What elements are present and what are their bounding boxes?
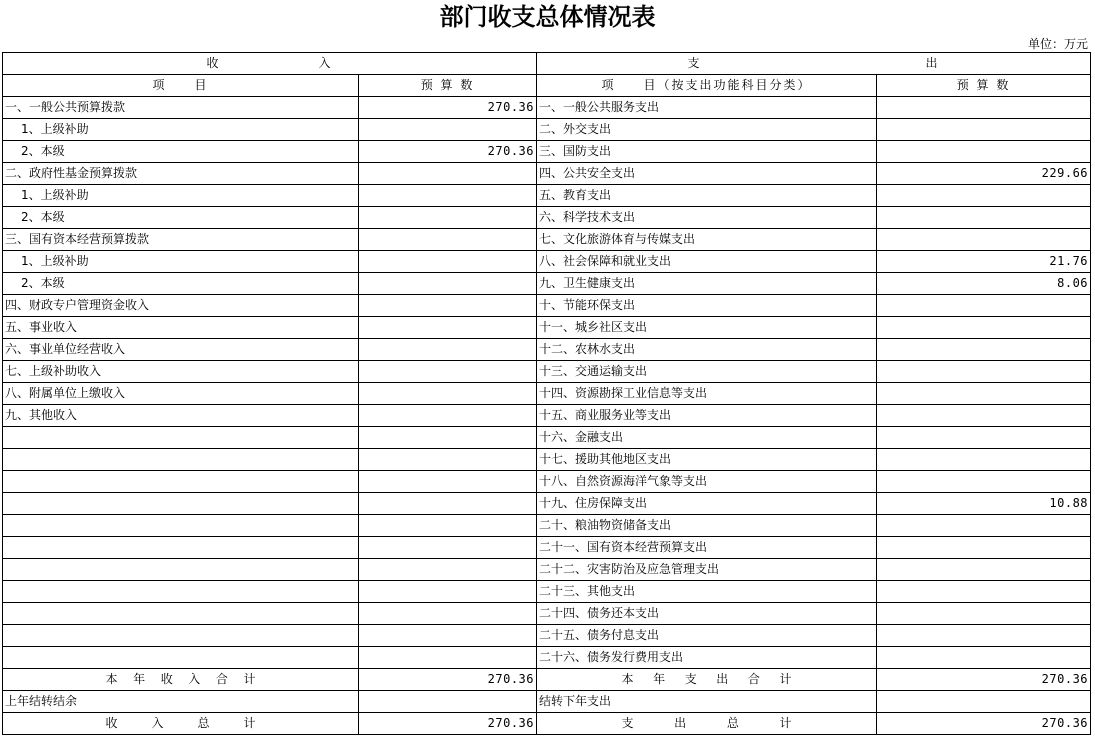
income-budget-cell [359,229,537,251]
expense-budget-cell: 10.88 [877,493,1091,515]
table-row [3,581,1091,603]
expense-item-cell: 二十六、债务发行费用支出 [537,647,877,669]
year-total-row [3,669,1091,691]
income-item-cell [3,647,359,669]
table-row [3,141,1091,163]
table-row [3,559,1091,581]
income-budget-cell [359,207,537,229]
expense-budget-cell [877,317,1091,339]
table-row [3,229,1091,251]
table-row [3,295,1091,317]
expense-budget-cell [877,383,1091,405]
income-budget-cell [359,647,537,669]
carry-out-value [877,691,1091,713]
income-budget-cell [359,383,537,405]
expense-grand-total-label: 支 出 总 计 [537,713,877,735]
income-budget-cell [359,273,537,295]
expense-item-cell: 七、文化旅游体育与传媒支出 [537,229,877,251]
expense-item-cell: 二、外交支出 [537,119,877,141]
income-item-cell: 三、国有资本经营预算拨款 [3,229,359,251]
income-item-cell: 七、上级补助收入 [3,361,359,383]
income-item-cell [3,581,359,603]
table-row [3,537,1091,559]
year-expense-total-label: 本 年 支 出 合 计 [537,669,877,691]
expense-item-cell: 十七、援助其他地区支出 [537,449,877,471]
expense-budget-cell [877,141,1091,163]
expense-item-cell: 一、一般公共服务支出 [537,97,877,119]
income-budget-header: 预 算 数 [359,75,537,97]
income-budget-cell [359,295,537,317]
page-title: 部门收支总体情况表 [439,2,656,31]
expense-budget-cell [877,339,1091,361]
grand-total-row [3,713,1091,735]
income-budget-cell [359,361,537,383]
income-budget-cell [359,339,537,361]
expense-budget-cell [877,427,1091,449]
expense-budget-cell [877,537,1091,559]
income-budget-cell [359,251,537,273]
expense-budget-cell: 229.66 [877,163,1091,185]
table-row [3,185,1091,207]
year-income-total-value: 270.36 [359,669,537,691]
table-row [3,405,1091,427]
income-budget-cell: 270.36 [359,97,537,119]
expense-item-cell: 十九、住房保障支出 [537,493,877,515]
column-header-row [3,75,1091,97]
table-row [3,427,1091,449]
income-budget-cell [359,515,537,537]
section-header-row [3,53,1091,75]
income-item-cell [3,493,359,515]
expense-item-cell: 八、社会保障和就业支出 [537,251,877,273]
income-item-cell: 1、上级补助 [3,185,359,207]
expense-budget-cell [877,625,1091,647]
expense-budget-cell [877,405,1091,427]
expense-item-cell: 二十四、债务还本支出 [537,603,877,625]
year-expense-total-value: 270.36 [877,669,1091,691]
expense-item-cell: 六、科学技术支出 [537,207,877,229]
table-row [3,515,1091,537]
expense-budget-cell [877,581,1091,603]
income-item-cell [3,471,359,493]
carry-in-label: 上年结转结余 [3,691,359,713]
income-item-cell: 2、本级 [3,207,359,229]
income-budget-cell [359,581,537,603]
carry-row [3,691,1091,713]
year-income-total-label: 本 年 收 入 合 计 [3,669,359,691]
expense-budget-cell [877,603,1091,625]
table-row [3,647,1091,669]
expense-budget-cell [877,119,1091,141]
expense-budget-cell [877,449,1091,471]
expense-item-cell: 三、国防支出 [537,141,877,163]
table-row [3,361,1091,383]
income-item-cell: 八、附属单位上缴收入 [3,383,359,405]
expense-item-header: 项 目（按支出功能科目分类） [537,75,877,97]
income-budget-cell [359,493,537,515]
table-row [3,273,1091,295]
expense-budget-cell: 8.06 [877,273,1091,295]
income-item-cell [3,427,359,449]
income-budget-cell [359,119,537,141]
table-row [3,383,1091,405]
income-item-cell [3,559,359,581]
unit-label: 单位：万元 [1027,37,1088,51]
income-budget-cell [359,449,537,471]
expense-budget-cell [877,185,1091,207]
expense-item-cell: 四、公共安全支出 [537,163,877,185]
income-item-cell: 二、政府性基金预算拨款 [3,163,359,185]
income-item-cell [3,625,359,647]
expense-item-cell: 九、卫生健康支出 [537,273,877,295]
expense-budget-cell [877,207,1091,229]
expense-budget-cell [877,559,1091,581]
table-row [3,251,1091,273]
income-item-header: 项 目 [3,75,359,97]
expense-item-cell: 二十二、灾害防治及应急管理支出 [537,559,877,581]
income-budget-cell [359,427,537,449]
carry-in-value [359,691,537,713]
table-row [3,97,1091,119]
income-grand-total-label: 收 入 总 计 [3,713,359,735]
table-row [3,339,1091,361]
budget-table [2,52,1091,735]
expense-budget-cell [877,229,1091,251]
income-budget-cell [359,559,537,581]
expense-budget-cell [877,97,1091,119]
expense-budget-cell: 21.76 [877,251,1091,273]
expense-budget-cell [877,361,1091,383]
table-row [3,449,1091,471]
income-item-cell: 四、财政专户管理资金收入 [3,295,359,317]
income-budget-cell [359,603,537,625]
expense-item-cell: 十六、金融支出 [537,427,877,449]
table-row [3,207,1091,229]
income-grand-total-value: 270.36 [359,713,537,735]
income-budget-cell [359,317,537,339]
table-row [3,471,1091,493]
income-budget-cell [359,537,537,559]
expense-grand-total-value: 270.36 [877,713,1091,735]
table-row [3,625,1091,647]
income-item-cell: 2、本级 [3,141,359,163]
income-item-cell [3,603,359,625]
expense-item-cell: 二十五、债务付息支出 [537,625,877,647]
income-budget-cell [359,185,537,207]
income-item-cell: 1、上级补助 [3,119,359,141]
income-budget-cell [359,163,537,185]
expense-item-cell: 二十三、其他支出 [537,581,877,603]
expense-section-header: 支 出 [537,53,1091,75]
carry-out-label: 结转下年支出 [537,691,877,713]
expense-budget-header: 预 算 数 [877,75,1091,97]
expense-item-cell: 五、教育支出 [537,185,877,207]
expense-budget-cell [877,295,1091,317]
table-row [3,493,1091,515]
expense-item-cell: 十三、交通运输支出 [537,361,877,383]
expense-item-cell: 十二、农林水支出 [537,339,877,361]
table-row [3,119,1091,141]
income-budget-cell [359,625,537,647]
income-item-cell: 一、一般公共预算拨款 [3,97,359,119]
income-item-cell: 九、其他收入 [3,405,359,427]
expense-item-cell: 二十、粮油物资储备支出 [537,515,877,537]
expense-budget-cell [877,515,1091,537]
income-item-cell [3,449,359,471]
expense-item-cell: 十八、自然资源海洋气象等支出 [537,471,877,493]
income-item-cell [3,537,359,559]
income-item-cell [3,515,359,537]
table-row [3,603,1091,625]
income-budget-cell [359,405,537,427]
table-row [3,163,1091,185]
expense-budget-cell [877,647,1091,669]
expense-item-cell: 十、节能环保支出 [537,295,877,317]
income-section-header: 收 入 [3,53,537,75]
income-budget-cell [359,471,537,493]
income-item-cell: 1、上级补助 [3,251,359,273]
expense-budget-cell [877,471,1091,493]
income-item-cell: 五、事业收入 [3,317,359,339]
expense-item-cell: 二十一、国有资本经营预算支出 [537,537,877,559]
expense-item-cell: 十一、城乡社区支出 [537,317,877,339]
income-item-cell: 2、本级 [3,273,359,295]
income-budget-cell: 270.36 [359,141,537,163]
income-item-cell: 六、事业单位经营收入 [3,339,359,361]
expense-item-cell: 十五、商业服务业等支出 [537,405,877,427]
expense-item-cell: 十四、资源勘探工业信息等支出 [537,383,877,405]
table-row [3,317,1091,339]
